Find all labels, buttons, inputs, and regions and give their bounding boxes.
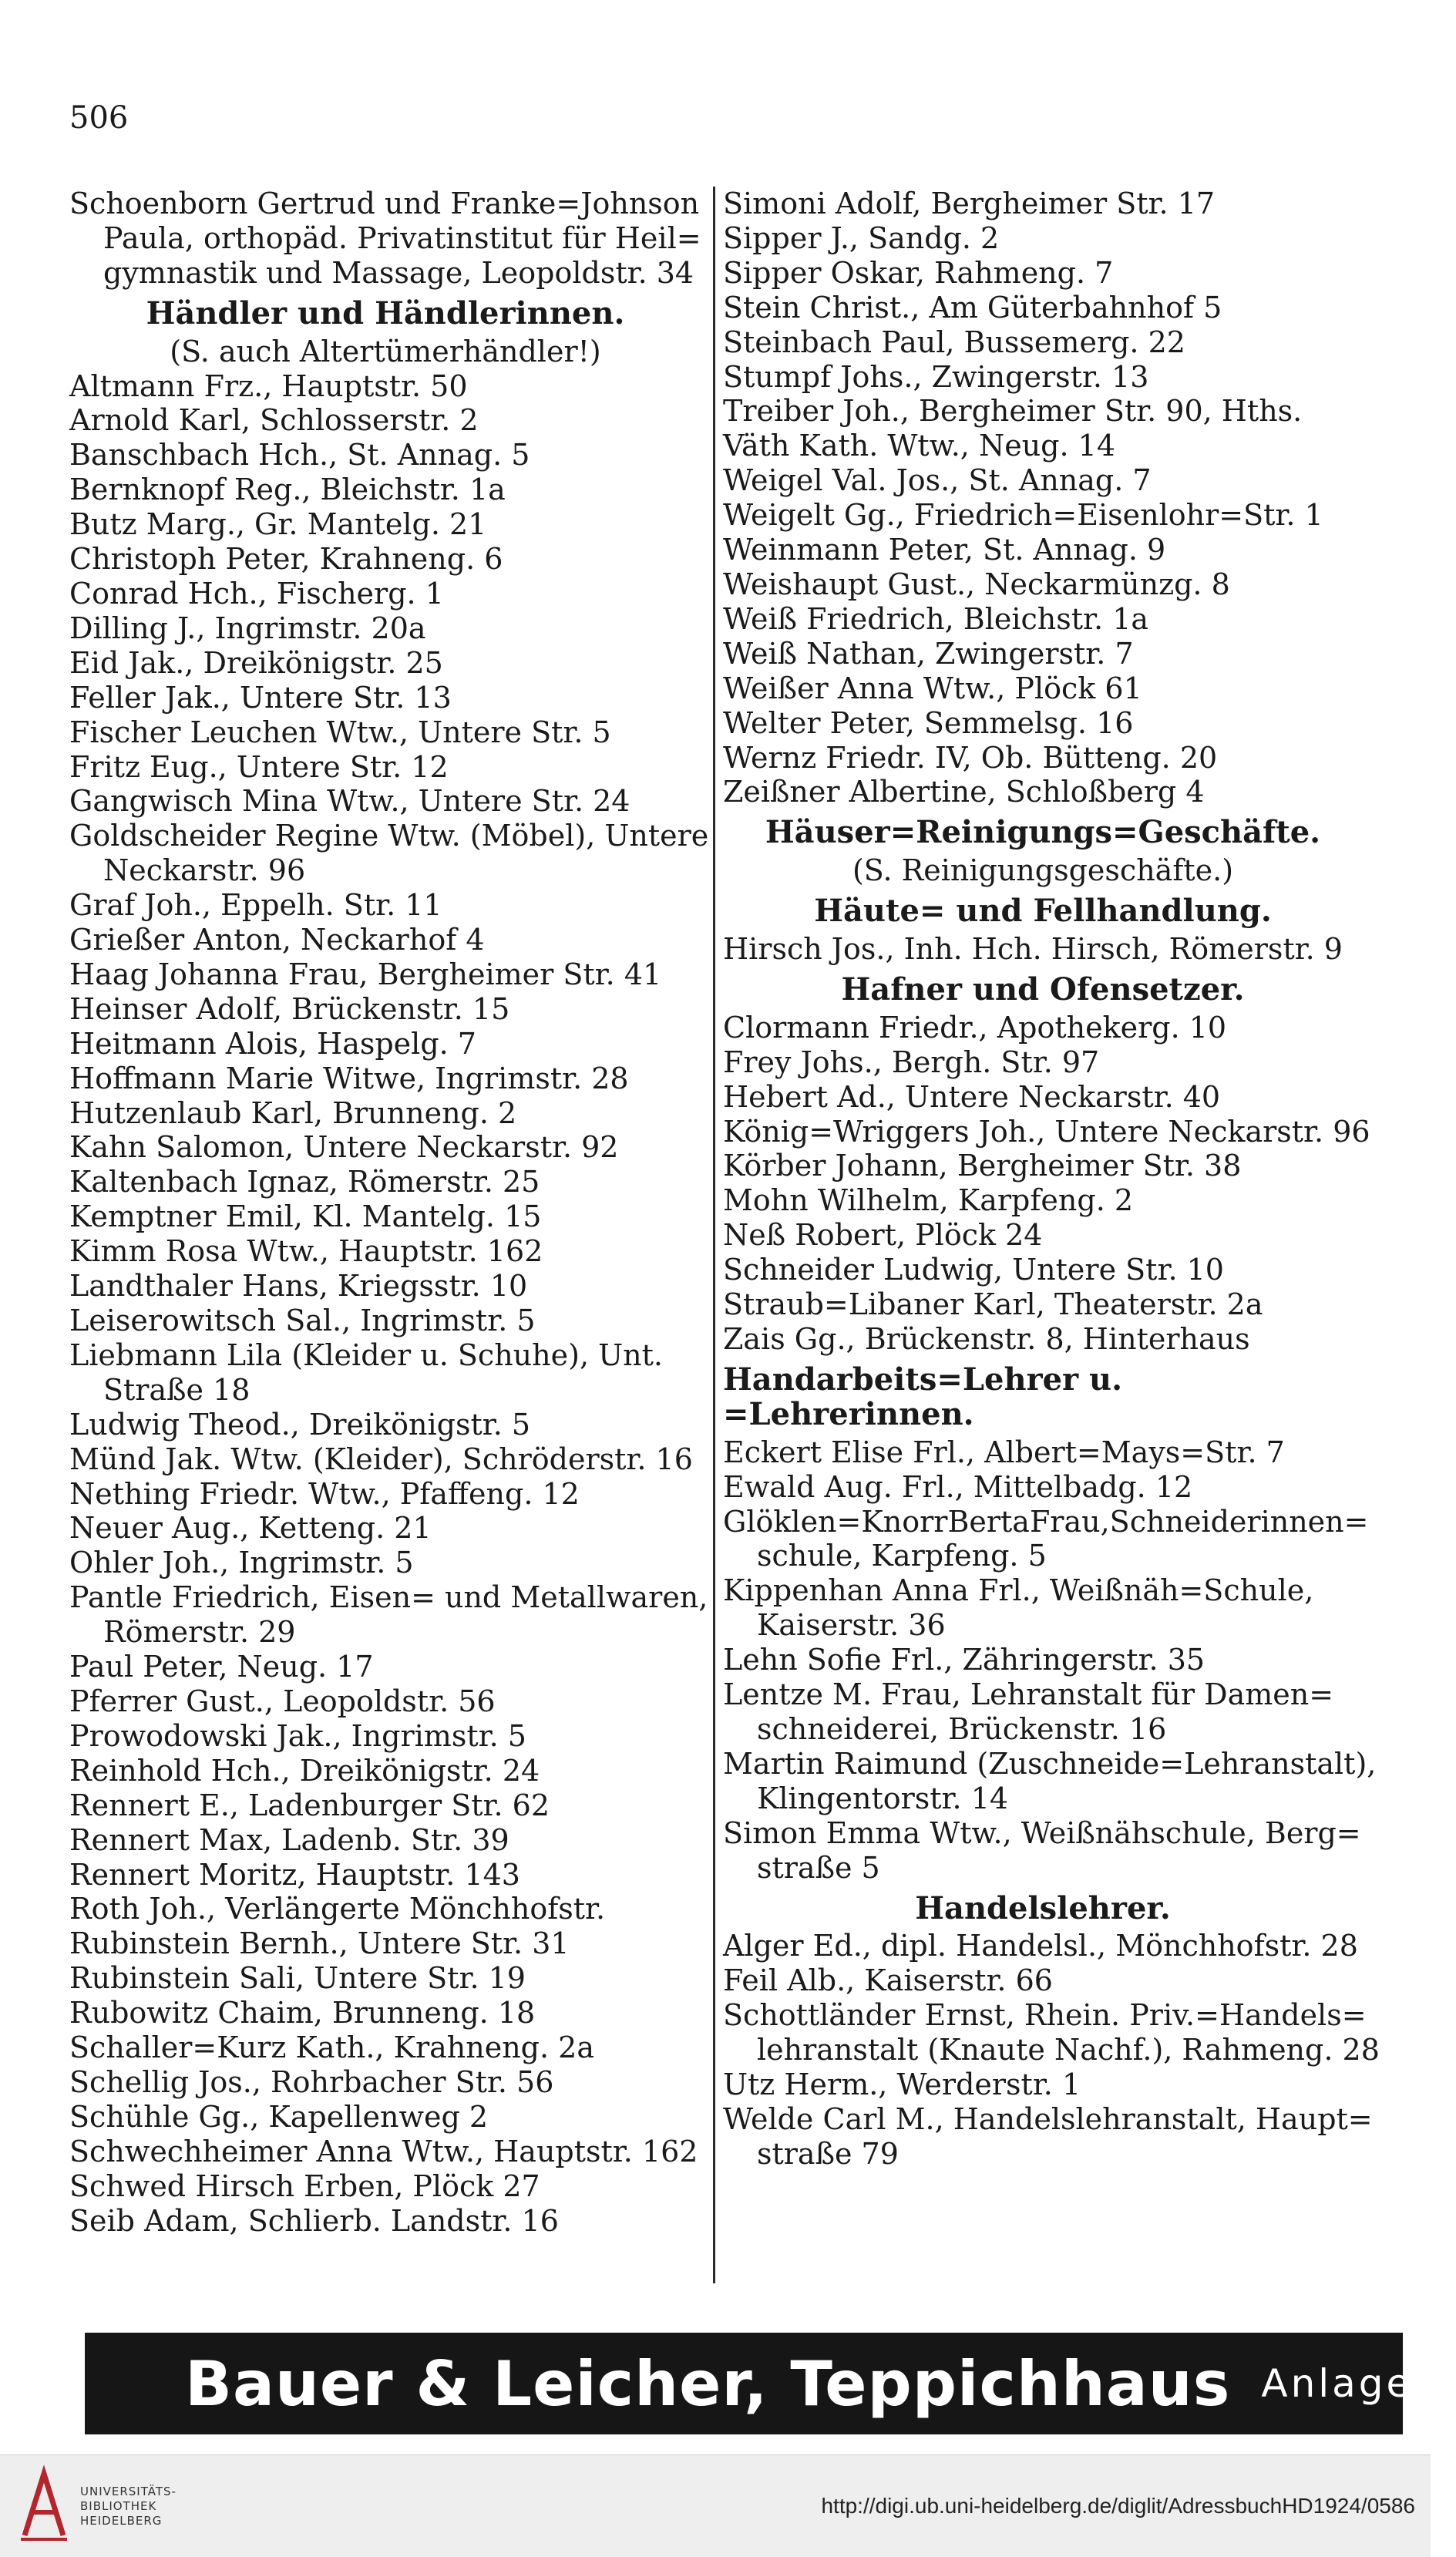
directory-entry: Banschbach Hch., St. Annag. 5 [69,438,530,473]
directory-entry: Pantle Friedrich, Eisen= und Metallwaren, [69,1580,708,1615]
entry-continuation: schule, Karpfeng. 5 [757,1539,1047,1573]
directory-entry: Rubinstein Bernh., Untere Str. 31 [69,1926,570,1961]
library-name-line: HEIDELBERG [80,2514,163,2528]
directory-entry: Fischer Leuchen Wtw., Untere Str. 5 [69,715,611,749]
directory-entry: Landthaler Hans, Kriegsstr. 10 [69,1269,528,1304]
directory-entry: Weishaupt Gust., Neckarmünzg. 8 [723,567,1230,601]
directory-entry: Weigel Val. Jos., St. Annag. 7 [723,463,1152,498]
directory-entry: Sipper Oskar, Rahmeng. 7 [723,255,1114,290]
library-name-line: BIBLIOTHEK [80,2499,157,2513]
directory-entry: Schneider Ludwig, Untere Str. 10 [723,1253,1224,1287]
directory-entry: Roth Joh., Verlängerte Mönchhofstr. [69,1892,606,1926]
entry-continuation: lehranstalt (Knaute Nachf.), Rahmeng. 28 [757,2033,1380,2067]
directory-entry: Stumpf Johs., Zwingerstr. 13 [723,359,1149,394]
directory-entry: Zais Gg., Brückenstr. 8, Hinterhaus [723,1322,1250,1356]
section-heading: Handelslehrer. [915,1889,1171,1926]
directory-entry: Feller Jak., Untere Str. 13 [69,680,452,715]
directory-entry: Nething Friedr. Wtw., Pfaffeng. 12 [69,1476,580,1511]
directory-entry: Frey Johs., Bergh. Str. 97 [723,1045,1100,1079]
directory-entry: Kippenhan Anna Frl., Weißnäh=Schule, [723,1573,1314,1608]
entry-continuation: Straße 18 [103,1372,251,1407]
directory-entry: Graf Joh., Eppelh. Str. 11 [69,888,442,923]
directory-entry: Eid Jak., Dreikönigstr. 25 [69,645,443,680]
advertisement-text: Bauer & Leicher, Teppichhaus [185,2347,1231,2420]
directory-entry: Weigelt Gg., Friedrich=Eisenlohr=Str. 1 [723,498,1323,533]
directory-entry: Alger Ed., dipl. Handelsl., Mönchhofstr. 28 [723,1929,1358,1963]
directory-entry: Väth Kath. Wtw., Neug. 14 [723,429,1116,463]
column-rule [713,187,715,2283]
directory-entry: Kemptner Emil, Kl. Mantelg. 15 [69,1199,542,1234]
directory-entry: Hutzenlaub Karl, Brunneng. 2 [69,1095,517,1130]
directory-entry: Schottländer Ernst, Rhein. Priv.=Handels= [723,1998,1367,2033]
directory-entry: Ewald Aug. Frl., Mittelbadg. 12 [723,1469,1193,1504]
library-name [80,2485,234,2528]
entry-continuation: schneiderei, Brückenstr. 16 [757,1711,1167,1746]
directory-entry: Pferrer Gust., Leopoldstr. 56 [69,1684,496,1718]
directory-entry: Prowodowski Jak., Ingrimstr. 5 [69,1718,526,1753]
directory-entry: Hirsch Jos., Inh. Hch. Hirsch, Römerstr. 9 [723,932,1343,967]
directory-entry: Rennert Moritz, Hauptstr. 143 [69,1857,520,1892]
directory-entry: Schühle Gg., Kapellenweg 2 [69,2099,489,2134]
page-number: 506 [69,100,129,136]
directory-entry: Schwed Hirsch Erben, Plöck 27 [69,2168,540,2203]
directory-entry: Rennert Max, Ladenb. Str. 39 [69,1822,509,1857]
right-column [723,187,1380,2172]
directory-entry: Kaltenbach Ignaz, Römerstr. 25 [69,1165,540,1199]
advertisement-banner [85,2333,1456,2434]
entry-continuation: Kaiserstr. 36 [757,1608,946,1643]
library-logo-icon [17,2466,71,2543]
directory-entry: Kahn Salomon, Untere Neckarstr. 92 [69,1130,619,1165]
directory-entry: Rubowitz Chaim, Brunneng. 18 [69,1996,536,2030]
directory-entry: Simon Emma Wtw., Weißnähschule, Berg= [723,1815,1361,1850]
directory-entry: König=Wriggers Joh., Untere Neckarstr. 96 [723,1114,1370,1149]
directory-entry: Steinbach Paul, Bussemerg. 22 [723,325,1185,359]
directory-entry: Mohn Wilhelm, Karpfeng. 2 [723,1183,1134,1218]
entry-continuation: straße 5 [757,1850,880,1885]
directory-entry: Clormann Friedr., Apothekerg. 10 [723,1010,1227,1045]
directory-entry: Schwechheimer Anna Wtw., Hauptstr. 162 [69,2134,698,2168]
library-name-line: UNIVERSITÄTS- [80,2485,177,2498]
directory-entry: Welter Peter, Semmelsg. 16 [723,705,1134,740]
directory-entry: Utz Herm., Werderstr. 1 [723,2067,1081,2102]
directory-entry: Simoni Adolf, Bergheimer Str. 17 [723,187,1216,220]
directory-entry: Butz Marg., Gr. Mantelg. 21 [69,507,487,542]
directory-entry: Lentze M. Frau, Lehranstalt für Damen= [723,1677,1334,1712]
directory-entry: Rubinstein Sali, Untere Str. 19 [69,1961,526,1996]
directory-entry: Arnold Karl, Schlosserstr. 2 [69,403,479,438]
footer-bar [0,2454,1431,2557]
directory-entry: Reinhold Hch., Dreikönigstr. 24 [69,1753,540,1788]
directory-entry: Ludwig Theod., Dreikönigstr. 5 [69,1407,531,1442]
directory-entry: Fritz Eug., Untere Str. 12 [69,749,449,784]
directory-entry: Conrad Hch., Fischerg. 1 [69,576,444,611]
directory-entry: Sipper J., Sandg. 2 [723,220,1000,255]
directory-entry: Weinmann Peter, St. Annag. 9 [723,533,1166,567]
directory-entry: Neuer Aug., Ketteng. 21 [69,1511,432,1546]
directory-entry: Weißer Anna Wtw., Plöck 61 [723,671,1142,705]
directory-entry: Zeißner Albertine, Schloßberg 4 [723,775,1205,809]
entry-continuation: gymnastik und Massage, Leopoldstr. 34 [103,255,694,290]
section-heading: Handarbeits=Lehrer u. =Lehrerinnen. [723,1361,1123,1432]
directory-entry: Dilling J., Ingrimstr. 20a [69,611,426,645]
directory-entry: Gangwisch Mina Wtw., Untere Str. 24 [69,784,630,819]
directory-entry: Feil Alb., Kaiserstr. 66 [723,1963,1053,1998]
directory-entry: Hebert Ad., Untere Neckarstr. 40 [723,1079,1221,1114]
section-note: (S. Reinigungsgeschäfte.) [852,853,1234,888]
directory-entry: Eckert Elise Frl., Albert=Mays=Str. 7 [723,1435,1285,1469]
directory-entry: Goldscheider Regine Wtw. (Möbel), Untere [69,819,709,853]
directory-entry: Münd Jak. Wtw. (Kleider), Schröderstr. 16 [69,1442,693,1476]
section-note: (S. auch Altertümerhändler!) [170,334,601,368]
directory-entry: Stein Christ., Am Güterbahnhof 5 [723,290,1222,325]
directory-entry: Liebmann Lila (Kleider u. Schuhe), Unt. [69,1337,663,1372]
directory-entry: Kimm Rosa Wtw., Hauptstr. 162 [69,1234,543,1269]
directory-entry: Hoffmann Marie Witwe, Ingrimstr. 28 [69,1061,629,1095]
directory-entry: Körber Johann, Bergheimer Str. 38 [723,1149,1242,1183]
directory-entry: Schaller=Kurz Kath., Krahneng. 2a [69,2030,594,2065]
directory-entry: Wernz Friedr. IV, Ob. Bütteng. 20 [723,740,1218,775]
entry-continuation: Klingentorstr. 14 [757,1781,1009,1815]
directory-entry: Heinser Adolf, Brückenstr. 15 [69,991,510,1026]
advertisement-extra: Anlage 7 [1261,2361,1456,2406]
directory-entry: Weiß Friedrich, Bleichstr. 1a [723,601,1149,636]
directory-entry: Treiber Joh., Bergheimer Str. 90, Hths. [723,394,1303,429]
left-column [69,187,709,2238]
directory-entry: Heitmann Alois, Haspelg. 7 [69,1026,476,1061]
section-heading: Häute= und Fellhandlung. [814,893,1272,930]
directory-entry: Altmann Frz., Hauptstr. 50 [69,368,468,403]
source-url-link[interactable]: http://digi.ub.uni-heidelberg.de/diglit/AdressbuchHD1924/0586 [821,2494,1415,2518]
directory-entry: Christoph Peter, Krahneng. 6 [69,542,503,577]
section-heading: Händler und Händlerinnen. [146,294,625,331]
section-heading: Häuser=Reinigungs=Geschäfte. [765,814,1321,851]
directory-entry: Ohler Joh., Ingrimstr. 5 [69,1546,414,1580]
directory-entry: Glöklen=KnorrBertaFrau,Schneiderinnen= [723,1504,1369,1539]
directory-entry: Welde Carl M., Handelslehranstalt, Haupt= [723,2101,1373,2136]
directory-entry: Bernknopf Reg., Bleichstr. 1a [69,473,506,507]
directory-entry: Weiß Nathan, Zwingerstr. 7 [723,636,1134,671]
directory-entry: Leiserowitsch Sal., Ingrimstr. 5 [69,1304,536,1337]
directory-entry: Grießer Anton, Neckarhof 4 [69,923,485,957]
directory-entry: Neß Robert, Plöck 24 [723,1218,1043,1253]
directory-entry: Straub=Libaner Karl, Theaterstr. 2a [723,1287,1263,1322]
directory-entry: Schoenborn Gertrud und Franke=Johnson [69,187,700,220]
section-heading: Hafner und Ofensetzer. [841,971,1245,1008]
directory-entry: Lehn Sofie Frl., Zähringerstr. 35 [723,1643,1205,1677]
entry-continuation: straße 79 [757,2136,899,2171]
directory-entry: Paul Peter, Neug. 17 [69,1650,374,1684]
directory-entry: Schellig Jos., Rohrbacher Str. 56 [69,2064,554,2099]
directory-entry: Seib Adam, Schlierb. Landstr. 16 [69,2203,559,2238]
directory-entry: Martin Raimund (Zuschneide=Lehranstalt), [723,1746,1377,1781]
directory-entry: Rennert E., Ladenburger Str. 62 [69,1788,550,1822]
entry-continuation: Römerstr. 29 [103,1615,296,1650]
entry-continuation: Neckarstr. 96 [103,853,306,888]
directory-entry: Haag Johanna Frau, Bergheimer Str. 41 [69,957,662,991]
entry-continuation: Paula, orthopäd. Privatinstitut für Heil= [103,220,701,255]
